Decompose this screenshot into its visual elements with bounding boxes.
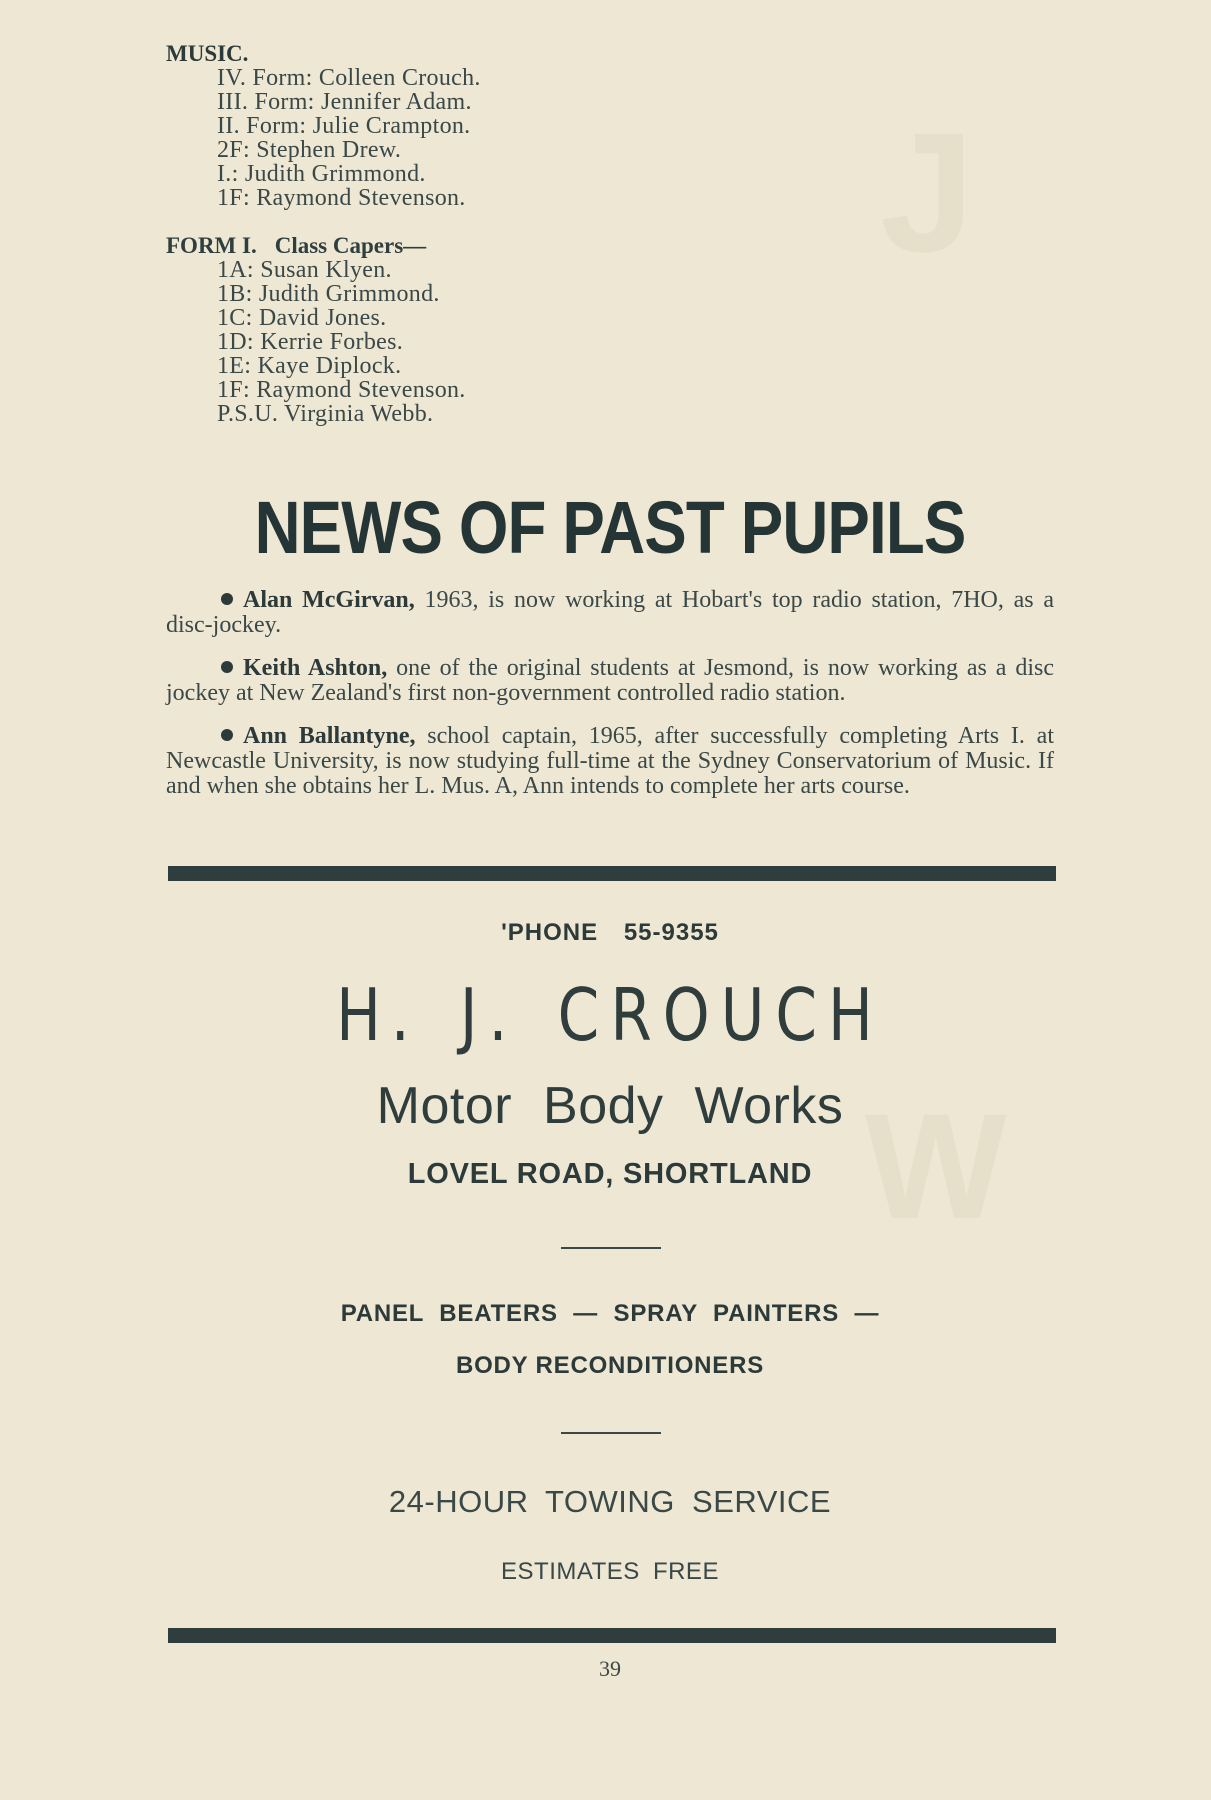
music-heading: MUSIC. [166,41,249,66]
page-number: 39 [599,1656,621,1681]
form1-entry: 1F: Raymond Stevenson. [217,377,466,403]
form1-title: FORM I. [166,233,257,258]
divider-rule-top [168,866,1056,881]
news-title: NEWS OF PAST PUPILS [254,486,966,569]
news-item [166,656,1054,706]
news-item-name: Ann Ballantyne, [243,723,416,749]
ad-business: Motor Body Works [376,1077,844,1135]
ad-estimates: ESTIMATES FREE [501,1558,719,1585]
show-through-letter: J [880,98,975,288]
ad-phone: 'PHONE 55-9355 [501,919,719,946]
music-entry: 2F: Stephen Drew. [217,137,402,163]
ad-services-2: BODY RECONDITIONERS [455,1352,765,1379]
form1-entry: 1D: Kerrie Forbes. [217,329,404,355]
ad-address: LOVEL ROAD, SHORTLAND [407,1158,813,1190]
news-item-text: 1963, is now working at Hobart's top radio station, 7HO, as a disc-jockey. [166,587,1054,638]
ad-company-name: H. J. CROUCH [336,973,884,1057]
show-through-mark: W [865,1082,1007,1250]
ad-towing: 24-HOUR TOWING SERVICE [388,1484,832,1519]
form1-entry: P.S.U. Virginia Webb. [217,401,434,427]
news-item-name: Alan McGirvan, [243,587,415,613]
form1-entry: 1A: Susan Klyen. [217,257,392,283]
news-item [166,724,1054,799]
short-divider [561,1432,661,1434]
short-divider [561,1247,661,1249]
bullet-icon [221,661,233,673]
music-section [166,42,481,210]
form1-subtitle: Class Capers— [274,233,427,258]
bullet-icon [221,593,233,605]
music-entry: I.: Judith Grimmond. [217,161,426,187]
news-item-text: school captain, 1965, after successfully completing Arts I. at Newcastle University, is now studying full-time at the Sydney Conservatorium of Music. If and when she obtains her L. Mus. A, Ann intends to complete her arts course. [166,723,1055,799]
form1-section [166,234,466,426]
news-item-text: one of the original students at Jesmond, is now working as a disc jockey at New Zealand's first non-government controlled radio station. [166,655,1054,706]
music-entry: III. Form: Jennifer Adam. [217,89,472,115]
form1-entry: 1B: Judith Grimmond. [217,281,440,307]
form1-heading [166,234,466,258]
bullet-icon [221,729,233,741]
form1-entry: 1C: David Jones. [217,305,387,331]
music-entry: IV. Form: Colleen Crouch. [217,65,481,91]
music-entry: 1F: Raymond Stevenson. [217,185,466,211]
ad-services: PANEL BEATERS — SPRAY PAINTERS — [340,1300,880,1327]
news-item-name: Keith Ashton, [243,655,388,681]
news-item [166,588,1054,638]
form1-entry: 1E: Kaye Diplock. [217,353,402,379]
news-items [166,588,1054,799]
divider-rule-bottom [168,1628,1056,1643]
music-entry: II. Form: Julie Crampton. [217,113,471,139]
